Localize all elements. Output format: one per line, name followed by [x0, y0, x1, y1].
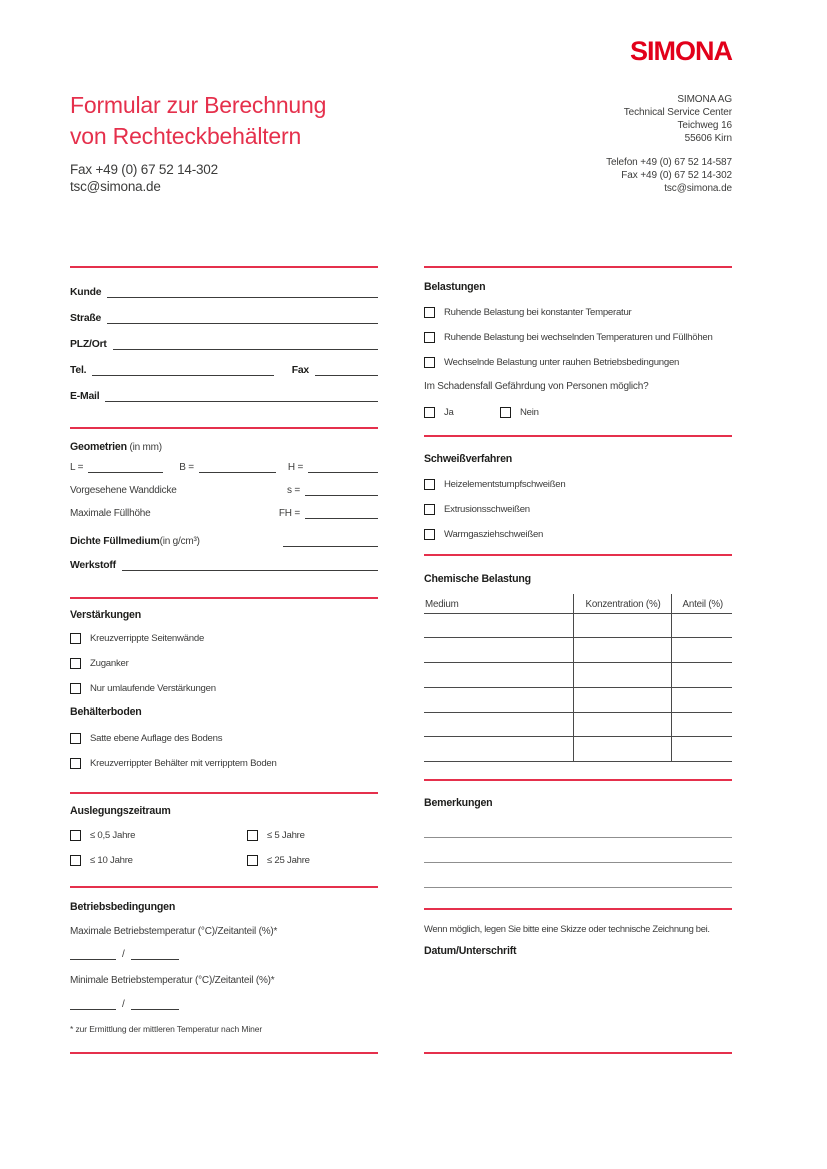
concentration-cell[interactable]: [573, 663, 671, 688]
address-line: Teichweg 16: [677, 120, 732, 131]
checkbox-label: Nur umlaufende Verstärkungen: [90, 683, 216, 694]
b-label: B =: [179, 462, 194, 473]
field-row-strasse: [70, 309, 378, 324]
checkbox-row: [424, 306, 732, 319]
field-row-tel-fax: [70, 361, 378, 376]
operating-conditions-heading: Betriebsbedingungen: [70, 901, 176, 913]
section-divider: [424, 435, 732, 437]
field-row-plz: [70, 335, 378, 350]
section-divider: [70, 427, 378, 429]
checkbox-row: [424, 478, 732, 491]
s-input-line[interactable]: [305, 481, 378, 496]
company-phone: Telefon +49 (0) 67 52 14-587: [606, 157, 732, 168]
concentration-column-header: Konzentration (%): [573, 594, 671, 613]
page-title-line1: Formular zur Berechnung: [70, 92, 327, 118]
page-title: [70, 90, 326, 152]
table-row: [424, 638, 732, 663]
danger-question: Im Schadensfall Gefährdung von Personen möglich?: [424, 381, 649, 392]
table-header-row: [424, 594, 732, 613]
tel-label: Tel.: [70, 365, 87, 376]
company-email: tsc@simona.de: [664, 183, 732, 194]
checkbox-label: Zuganker: [90, 658, 129, 669]
checkbox-label: Heizelementstumpfschweißen: [444, 479, 566, 490]
yes-option: [424, 407, 500, 418]
geometry-heading: [70, 441, 378, 453]
simona-logo: SIMONA: [630, 36, 732, 66]
checkbox-label: Satte ebene Auflage des Bodens: [90, 733, 223, 744]
section-divider: [424, 908, 732, 910]
checkbox-label: ≤ 25 Jahre: [267, 855, 310, 866]
concentration-cell[interactable]: [573, 613, 671, 638]
min-temp-input-line[interactable]: [70, 996, 116, 1010]
checkbox[interactable]: [70, 733, 81, 744]
min-temperature-label: Minimale Betriebstemperatur (°C)/Zeitanteil (%)*: [70, 975, 275, 986]
checkbox-label: Warmgasziehschweißen: [444, 529, 544, 540]
checkbox-row: [424, 503, 732, 516]
checkbox[interactable]: [424, 529, 435, 540]
fill-height-row: [70, 504, 378, 519]
checkbox[interactable]: [247, 830, 258, 841]
checkbox-label: Nein: [520, 407, 539, 418]
material-label: Werkstoff: [70, 560, 116, 571]
density-input-line[interactable]: [283, 532, 378, 547]
checkbox[interactable]: [70, 658, 81, 669]
table-row: [424, 687, 732, 712]
checkbox[interactable]: [424, 407, 435, 418]
checkbox-label: Wechselnde Belastung unter rauhen Betriebsbedingungen: [444, 357, 680, 368]
table-row: [424, 712, 732, 737]
no-option: [500, 407, 539, 418]
form-fax: Fax +49 (0) 67 52 14-302: [70, 162, 218, 177]
s-label: s =: [286, 485, 300, 496]
medium-cell[interactable]: [424, 663, 573, 688]
checkbox[interactable]: [70, 855, 81, 866]
option-group: [70, 855, 247, 866]
kunde-input-line[interactable]: [107, 283, 378, 298]
checkbox[interactable]: [424, 307, 435, 318]
geometry-heading-text: Geometrien: [70, 441, 127, 453]
welding-heading: Schweißverfahren: [424, 453, 513, 465]
section-divider: [70, 1052, 378, 1054]
concentration-cell[interactable]: [573, 737, 671, 762]
strasse-input-line[interactable]: [107, 309, 378, 324]
remarks-writing-line[interactable]: [424, 862, 732, 863]
min-temperature-inputs: [70, 996, 378, 1010]
h-label: H =: [287, 462, 304, 473]
section-divider: [424, 779, 732, 781]
checkbox[interactable]: [70, 683, 81, 694]
medium-cell[interactable]: [424, 737, 573, 762]
checkbox-row: [70, 682, 378, 695]
share-cell[interactable]: [671, 663, 732, 688]
checkbox-row: [70, 632, 378, 645]
field-row-email: [70, 387, 378, 402]
checkbox[interactable]: [70, 633, 81, 644]
plz-label: PLZ/Ort: [70, 339, 107, 350]
remarks-writing-line[interactable]: [424, 837, 732, 838]
address-line: 55606 Kirn: [684, 133, 732, 144]
chemical-load-heading: Chemische Belastung: [424, 573, 531, 585]
max-temperature-inputs: [70, 946, 378, 960]
company-fax: Fax +49 (0) 67 52 14-302: [621, 170, 732, 181]
table-row: [424, 737, 732, 762]
option-group: [247, 855, 310, 866]
checkbox-row: [424, 356, 732, 369]
section-divider: [424, 554, 732, 556]
share-cell[interactable]: [671, 613, 732, 638]
checkbox[interactable]: [424, 357, 435, 368]
wall-thickness-label: Vorgesehene Wanddicke: [70, 485, 177, 496]
sketch-note: Wenn möglich, legen Sie bitte eine Skizze oder technische Zeichnung bei.: [424, 923, 710, 934]
remarks-writing-line[interactable]: [424, 887, 732, 888]
checkbox[interactable]: [424, 332, 435, 343]
concentration-cell[interactable]: [573, 712, 671, 737]
density-row: [70, 532, 378, 547]
share-cell[interactable]: [671, 737, 732, 762]
checkbox-row: [70, 757, 378, 770]
share-cell[interactable]: [671, 687, 732, 712]
table-row: [424, 613, 732, 638]
checkbox-label: Kreuzverrippte Seitenwände: [90, 633, 205, 644]
min-share-input-line[interactable]: [131, 996, 179, 1010]
form-contact: [70, 161, 218, 195]
miner-footnote: * zur Ermittlung der mittleren Temperatur nach Miner: [70, 1024, 263, 1034]
material-input-line[interactable]: [122, 556, 378, 571]
checkbox-label: Extrusionsschweißen: [444, 504, 530, 515]
address-spacer: [606, 145, 732, 156]
design-period-heading: Auslegungszeitraum: [70, 805, 171, 817]
field-row-kunde: [70, 283, 378, 298]
section-divider: [70, 597, 378, 599]
medium-cell[interactable]: [424, 712, 573, 737]
checkbox-row: [70, 854, 378, 867]
section-divider: [70, 886, 378, 888]
page-title-line2: von Rechteckbehältern: [70, 123, 302, 149]
section-divider: [70, 792, 378, 794]
fill-height-label: Maximale Füllhöhe: [70, 508, 151, 519]
yes-no-row: [424, 406, 732, 419]
address-line: SIMONA AG: [677, 94, 732, 105]
geometry-heading-unit: (in mm): [126, 442, 162, 453]
company-address: [606, 93, 732, 195]
signature-heading: Datum/Unterschrift: [424, 945, 517, 957]
tank-floor-heading: Behälterboden: [70, 706, 142, 718]
medium-cell[interactable]: [424, 613, 573, 638]
strasse-label: Straße: [70, 313, 102, 324]
section-divider: [424, 266, 732, 268]
h-input-line[interactable]: [308, 458, 378, 473]
email-label: E-Mail: [70, 391, 100, 402]
share-column-header: Anteil (%): [671, 594, 732, 613]
medium-column-header: Medium: [424, 594, 573, 613]
section-divider: [424, 1052, 732, 1054]
email-input-line[interactable]: [105, 387, 378, 402]
concentration-cell[interactable]: [573, 687, 671, 712]
share-cell[interactable]: [671, 638, 732, 663]
checkbox[interactable]: [500, 407, 511, 418]
section-divider: [70, 266, 378, 268]
checkbox-label: Ruhende Belastung bei wechselnden Temperaturen und Füllhöhen: [444, 332, 713, 343]
medium-cell[interactable]: [424, 638, 573, 663]
concentration-cell[interactable]: [573, 638, 671, 663]
slash-separator: /: [122, 999, 125, 1010]
checkbox-label: Ja: [444, 407, 454, 418]
checkbox-row: [424, 528, 732, 541]
checkbox[interactable]: [70, 830, 81, 841]
checkbox-row: [70, 829, 378, 842]
reinforcements-heading: Verstärkungen: [70, 609, 141, 621]
max-temperature-label: Maximale Betriebstemperatur (°C)/Zeitanteil (%)*: [70, 926, 278, 937]
geometry-lbh-row: [70, 458, 378, 473]
option-group: [247, 830, 305, 841]
max-share-input-line[interactable]: [131, 946, 179, 960]
checkbox-label: Kreuzverrippter Behälter mit verripptem Boden: [90, 758, 277, 769]
share-cell[interactable]: [671, 712, 732, 737]
fax-input-line[interactable]: [315, 361, 378, 376]
chemical-load-table: [424, 594, 732, 762]
fax-label: Fax: [291, 365, 309, 376]
checkbox-label: Ruhende Belastung bei konstanter Temperatur: [444, 307, 632, 318]
remarks-heading: Bemerkungen: [424, 797, 493, 809]
loads-heading: Belastungen: [424, 281, 486, 293]
density-unit: (in g/cm³): [159, 536, 200, 547]
checkbox[interactable]: [424, 479, 435, 490]
kunde-label: Kunde: [70, 287, 102, 298]
checkbox-label: ≤ 5 Jahre: [267, 830, 305, 841]
checkbox-label: ≤ 10 Jahre: [90, 855, 133, 866]
checkbox[interactable]: [70, 758, 81, 769]
checkbox-row: [70, 657, 378, 670]
checkbox-row: [70, 732, 378, 745]
fh-input-line[interactable]: [305, 504, 378, 519]
l-label: L =: [70, 462, 84, 473]
fh-label: FH =: [278, 508, 300, 519]
plz-input-line[interactable]: [113, 335, 378, 350]
form-email: tsc@simona.de: [70, 179, 161, 194]
table-row: [424, 663, 732, 688]
checkbox-row: [424, 331, 732, 344]
b-input-line[interactable]: [199, 458, 276, 473]
tel-input-line[interactable]: [92, 361, 273, 376]
max-temp-input-line[interactable]: [70, 946, 116, 960]
medium-cell[interactable]: [424, 687, 573, 712]
address-line: Technical Service Center: [623, 107, 732, 118]
checkbox[interactable]: [247, 855, 258, 866]
slash-separator: /: [122, 949, 125, 960]
checkbox[interactable]: [424, 504, 435, 515]
density-label: Dichte Füllmedium: [70, 536, 160, 547]
l-input-line[interactable]: [88, 458, 163, 473]
option-group: [70, 830, 247, 841]
checkbox-label: ≤ 0,5 Jahre: [90, 830, 136, 841]
material-row: [70, 556, 378, 571]
wall-thickness-row: [70, 481, 378, 496]
